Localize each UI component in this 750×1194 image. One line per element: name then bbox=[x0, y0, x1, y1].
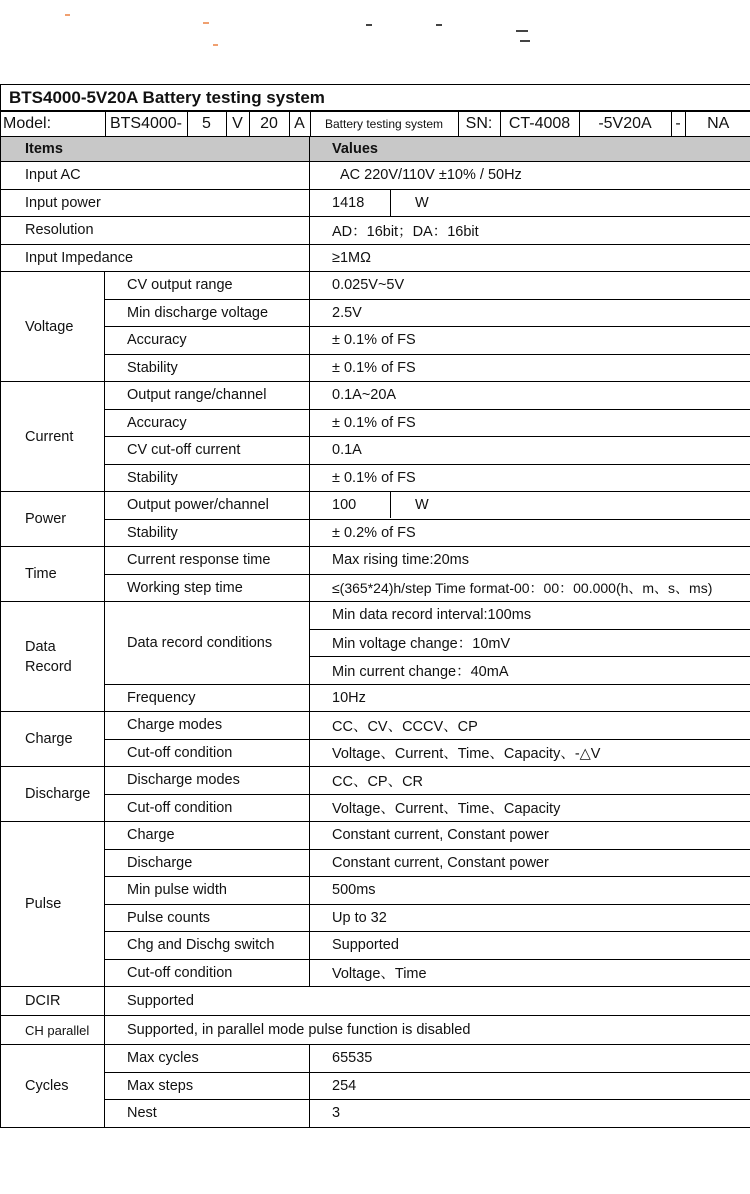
pulse-cutoff-label: Cut-off condition bbox=[105, 959, 310, 987]
min-discharge-voltage-label: Min discharge voltage bbox=[105, 299, 310, 327]
ch-parallel-value: Supported, in parallel mode pulse function is disabled bbox=[105, 1016, 750, 1045]
discharge-cutoff-value: Voltage、Current、Time、Capacity bbox=[310, 794, 750, 822]
resolution-label: Resolution bbox=[1, 217, 310, 245]
current-group-label: Current bbox=[1, 382, 105, 492]
nest-value: 3 bbox=[310, 1100, 750, 1128]
model-voltage-unit: V bbox=[226, 112, 249, 136]
voltage-accuracy-value: ± 0.1% of FS bbox=[310, 327, 750, 355]
max-steps-label: Max steps bbox=[105, 1072, 310, 1100]
model-row bbox=[1, 111, 750, 137]
decorative-mark bbox=[366, 24, 372, 26]
charge-cutoff-value: Voltage、Current、Time、Capacity、-△V bbox=[310, 739, 750, 767]
min-pulse-width-value: 500ms bbox=[310, 877, 750, 905]
current-response-time-label: Current response time bbox=[105, 547, 310, 575]
power-stability-label: Stability bbox=[105, 519, 310, 547]
min-current-change-value: Min current change：40mA bbox=[310, 657, 750, 685]
spec-sheet bbox=[0, 84, 750, 1128]
charge-modes-value: CC、CV、CCCV、CP bbox=[310, 712, 750, 740]
data-record-group-label: Data Record bbox=[1, 602, 105, 712]
current-accuracy-label: Accuracy bbox=[105, 409, 310, 437]
model-series: BTS4000- bbox=[105, 112, 187, 136]
model-description: Battery testing system bbox=[310, 112, 458, 136]
serial-number: CT-4008 bbox=[500, 112, 579, 136]
discharge-modes-value: CC、CP、CR bbox=[310, 767, 750, 795]
discharge-modes-label: Discharge modes bbox=[105, 767, 310, 795]
cv-cutoff-current-value: 0.1A bbox=[310, 437, 750, 465]
max-cycles-value: 65535 bbox=[310, 1045, 750, 1073]
min-discharge-voltage-value: 2.5V bbox=[310, 299, 750, 327]
input-power-unit: W bbox=[415, 194, 429, 211]
data-record-conditions-label: Data record conditions bbox=[105, 602, 310, 685]
cv-cutoff-current-label: CV cut-off current bbox=[105, 437, 310, 465]
input-impedance-value: ≥1MΩ bbox=[310, 244, 750, 272]
pulse-cutoff-value: Voltage、Time bbox=[310, 959, 750, 987]
model-current-unit: A bbox=[289, 112, 310, 136]
chg-dischg-switch-label: Chg and Dischg switch bbox=[105, 932, 310, 960]
discharge-cutoff-label: Cut-off condition bbox=[105, 794, 310, 822]
discharge-group-label: Discharge bbox=[1, 767, 105, 822]
values-header: Values bbox=[310, 137, 750, 162]
input-power-cell bbox=[310, 189, 750, 217]
input-ac-value: AC 220V/110V ±10% / 50Hz bbox=[310, 162, 750, 190]
working-step-time-label: Working step time bbox=[105, 574, 310, 602]
input-power-label: Input power bbox=[1, 189, 310, 217]
output-power-cell bbox=[310, 492, 750, 520]
pulse-charge-label: Charge bbox=[105, 822, 310, 850]
charge-group-label: Charge bbox=[1, 712, 105, 767]
model-table bbox=[1, 112, 750, 136]
spec-title: BTS4000-5V20A Battery testing system bbox=[1, 85, 750, 112]
charge-modes-label: Charge modes bbox=[105, 712, 310, 740]
working-step-time-value: ≤(365*24)h/step Time format-00：00：00.000(h、m、s、ms) bbox=[310, 574, 750, 602]
current-stability-label: Stability bbox=[105, 464, 310, 492]
min-record-interval-value: Min data record interval:100ms bbox=[310, 602, 750, 630]
resolution-value: AD：16bit；DA：16bit bbox=[310, 217, 750, 245]
decorative-mark bbox=[436, 24, 442, 26]
spec-table bbox=[0, 84, 750, 1128]
model-na: NA bbox=[685, 112, 750, 136]
model-dash: - bbox=[671, 112, 685, 136]
current-stability-value: ± 0.1% of FS bbox=[310, 464, 750, 492]
voltage-group-label: Voltage bbox=[1, 272, 105, 382]
input-impedance-label: Input Impedance bbox=[1, 244, 310, 272]
output-power-channel-label: Output power/channel bbox=[105, 492, 310, 520]
model-voltage: 5 bbox=[187, 112, 226, 136]
min-voltage-change-value: Min voltage change：10mV bbox=[310, 629, 750, 657]
power-group-label: Power bbox=[1, 492, 105, 547]
frequency-label: Frequency bbox=[105, 684, 310, 712]
dcir-label: DCIR bbox=[1, 987, 105, 1016]
voltage-accuracy-label: Accuracy bbox=[105, 327, 310, 355]
output-power-value: 100 bbox=[310, 492, 391, 518]
pulse-charge-value: Constant current, Constant power bbox=[310, 822, 750, 850]
pulse-group-label: Pulse bbox=[1, 822, 105, 987]
input-ac-label: Input AC bbox=[1, 162, 310, 190]
max-steps-value: 254 bbox=[310, 1072, 750, 1100]
pulse-counts-label: Pulse counts bbox=[105, 904, 310, 932]
model-spec: -5V20A bbox=[579, 112, 671, 136]
decorative-mark bbox=[520, 40, 530, 42]
current-accuracy-value: ± 0.1% of FS bbox=[310, 409, 750, 437]
output-range-channel-label: Output range/channel bbox=[105, 382, 310, 410]
nest-label: Nest bbox=[105, 1100, 310, 1128]
max-cycles-label: Max cycles bbox=[105, 1045, 310, 1073]
ch-parallel-label: CH parallel bbox=[1, 1016, 105, 1045]
current-response-time-value: Max rising time:20ms bbox=[310, 547, 750, 575]
items-header: Items bbox=[1, 137, 310, 162]
model-label: Model: bbox=[1, 112, 105, 136]
decorative-mark bbox=[213, 44, 218, 46]
sn-label: SN: bbox=[458, 112, 500, 136]
input-power-value: 1418 bbox=[310, 190, 391, 216]
output-range-channel-value: 0.1A~20A bbox=[310, 382, 750, 410]
model-current: 20 bbox=[249, 112, 289, 136]
cv-output-range-label: CV output range bbox=[105, 272, 310, 300]
decorative-mark bbox=[65, 14, 70, 16]
cv-output-range-value: 0.025V~5V bbox=[310, 272, 750, 300]
power-stability-value: ± 0.2% of FS bbox=[310, 519, 750, 547]
dcir-value: Supported bbox=[105, 987, 750, 1016]
charge-cutoff-label: Cut-off condition bbox=[105, 739, 310, 767]
chg-dischg-switch-value: Supported bbox=[310, 932, 750, 960]
output-power-unit: W bbox=[415, 497, 429, 514]
frequency-value: 10Hz bbox=[310, 684, 750, 712]
pulse-discharge-label: Discharge bbox=[105, 849, 310, 877]
cycles-group-label: Cycles bbox=[1, 1045, 105, 1128]
voltage-stability-value: ± 0.1% of FS bbox=[310, 354, 750, 382]
decorative-mark bbox=[516, 30, 528, 32]
pulse-discharge-value: Constant current, Constant power bbox=[310, 849, 750, 877]
min-pulse-width-label: Min pulse width bbox=[105, 877, 310, 905]
voltage-stability-label: Stability bbox=[105, 354, 310, 382]
time-group-label: Time bbox=[1, 547, 105, 602]
decorative-mark bbox=[203, 22, 209, 24]
pulse-counts-value: Up to 32 bbox=[310, 904, 750, 932]
